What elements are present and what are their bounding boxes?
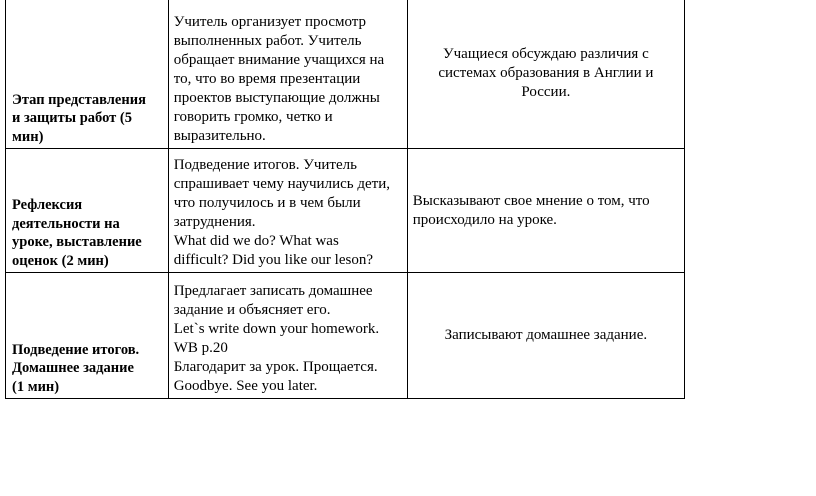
stage-line: Рефлексия — [12, 197, 83, 213]
teacher-line: обращает внимание учащихся на — [173, 52, 385, 68]
teacher-line: What did we do? What was — [173, 233, 339, 249]
stage-line: уроке, выставление — [12, 234, 142, 250]
teacher-line: Goodbye. See you later. — [173, 378, 318, 394]
student-activity-cell — [407, 273, 684, 399]
teacher-activity-cell — [168, 273, 407, 399]
teacher-line: затруднения. — [173, 214, 256, 230]
student-line: Высказывают свое мнение о том, что — [412, 193, 650, 209]
stage-line: мин) — [12, 128, 44, 145]
stage-cell — [6, 0, 169, 149]
teacher-line: спрашивает чему научились дети, — [173, 176, 390, 192]
table-row-homework — [6, 273, 685, 399]
teacher-line: WB p.20 — [173, 340, 228, 356]
stage-line: деятельности на — [12, 215, 120, 232]
teacher-line: Предлагает записать домашнее — [173, 283, 373, 299]
teacher-line: говорить громко, четко и — [173, 109, 333, 125]
teacher-line: задание и объясняет его. — [173, 302, 331, 318]
stage-cell — [6, 149, 169, 273]
student-line: происходило на уроке. — [412, 212, 557, 228]
stage-line: Этап представления — [12, 91, 146, 108]
lesson-plan-table — [5, 0, 685, 399]
teacher-line: выразительно. — [173, 128, 266, 144]
student-activity-cell — [407, 0, 684, 149]
teacher-line: Благодарит за урок. Прощается. — [173, 359, 378, 375]
student-line: Учащиеся обсуждаю различия с — [443, 46, 649, 62]
teacher-line: difficult? Did you like our leson? — [173, 252, 373, 268]
teacher-line: что получилось и в чем были — [173, 195, 361, 211]
teacher-line: Let`s write down your homework. — [173, 321, 380, 337]
stage-line: Подведение итогов. — [12, 341, 140, 358]
stage-line: и защиты работ (5 — [12, 110, 132, 126]
teacher-activity-cell — [168, 149, 407, 273]
stage-cell — [6, 273, 169, 399]
teacher-line: Учитель организует просмотр — [173, 14, 367, 30]
student-line: России. — [521, 84, 571, 100]
table-row-reflection — [6, 149, 685, 273]
teacher-activity-cell — [168, 0, 407, 149]
student-line: Записывают домашнее задание. — [444, 327, 648, 343]
stage-line: Домашнее задание — [12, 360, 134, 376]
stage-line: оценок (2 мин) — [12, 252, 109, 269]
stage-line: (1 мин) — [12, 378, 60, 395]
student-line: системах образования в Англии и — [438, 65, 654, 81]
teacher-line: Подведение итогов. Учитель — [173, 157, 357, 173]
teacher-line: выполненных работ. Учитель — [173, 33, 362, 49]
teacher-line: проектов выступающие должны — [173, 90, 380, 106]
teacher-line: то, что во время презентации — [173, 71, 361, 87]
student-activity-cell — [407, 149, 684, 273]
table-row-presentation — [6, 0, 685, 149]
